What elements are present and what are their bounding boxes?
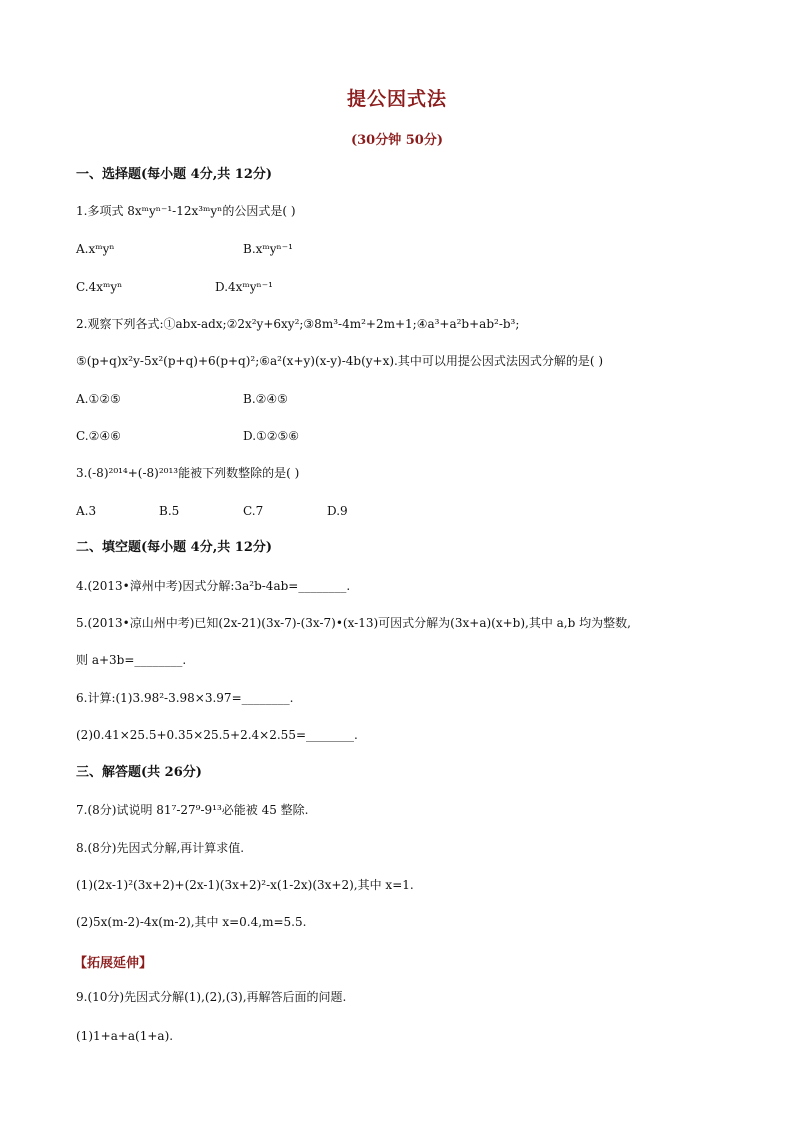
question-9: 9.(10分)先因式分解(1),(2),(3),再解答后面的问题. — [76, 990, 347, 1004]
question-8-part-1: (1)(2x-1)²(3x+2)+(2x-1)(3x+2)²-x(1-2x)(3x+2),其中 x=1. — [76, 878, 414, 892]
question-6: 6.计算:(1)3.98²-3.98×3.97=________. — [76, 691, 294, 705]
q2-option-a: A.①②⑤ — [76, 392, 121, 406]
q3-option-d: D.9 — [327, 504, 348, 518]
q1-option-b: B.xᵐyⁿ⁻¹ — [243, 242, 293, 256]
q3-option-c: C.7 — [243, 504, 264, 518]
q3-option-a: A.3 — [76, 504, 97, 518]
question-8: 8.(8分)先因式分解,再计算求值. — [76, 841, 245, 855]
question-5-cont: 则 a+3b=________. — [76, 653, 187, 667]
section-heading-choice: 一、选择题(每小题 4分,共 12分) — [76, 167, 273, 182]
question-2-cont: ⑤(p+q)x²y-5x²(p+q)+6(p+q)²;⑥a²(x+y)(x-y)-4b(y+x).其中可以用提公因式法因式分解的是( ) — [76, 354, 604, 368]
question-3: 3.(-8)²⁰¹⁴+(-8)²⁰¹³能被下列数整除的是( ) — [76, 466, 300, 480]
question-5: 5.(2013•凉山州中考)已知(2x-21)(3x-7)-(3x-7)•(x-13)可因式分解为(3x+a)(x+b),其中 a,b 均为整数, — [76, 616, 631, 630]
question-9-part-1: (1)1+a+a(1+a). — [76, 1029, 174, 1043]
q2-option-d: D.①②⑤⑥ — [243, 429, 300, 443]
q2-option-c: C.②④⑥ — [76, 429, 121, 443]
page-subtitle: (30分钟 50分) — [350, 133, 443, 148]
question-1: 1.多项式 8xᵐyⁿ⁻¹-12x³ᵐyⁿ的公因式是( ) — [76, 204, 296, 218]
question-6-part-2: (2)0.41×25.5+0.35×25.5+2.4×2.55=________. — [76, 728, 358, 742]
q1-option-a: A.xᵐyⁿ — [76, 242, 115, 256]
q3-option-b: B.5 — [159, 504, 180, 518]
q2-option-b: B.②④⑤ — [243, 392, 288, 406]
section-heading-fill: 二、填空题(每小题 4分,共 12分) — [76, 540, 273, 555]
q1-option-d: D.4xᵐyⁿ⁻¹ — [215, 280, 273, 294]
extension-heading: 【拓展延伸】 — [74, 956, 153, 971]
question-8-part-2: (2)5x(m-2)-4x(m-2),其中 x=0.4,m=5.5. — [76, 915, 307, 929]
page-title: 提公因式法 — [346, 88, 447, 110]
section-heading-answer: 三、解答题(共 26分) — [76, 765, 202, 780]
question-7: 7.(8分)试说明 81⁷-27⁹-9¹³必能被 45 整除. — [76, 803, 309, 817]
q1-option-c: C.4xᵐyⁿ — [76, 280, 123, 294]
question-4: 4.(2013•漳州中考)因式分解:3a²b-4ab=________. — [76, 579, 351, 593]
question-2: 2.观察下列各式:①abx-adx;②2x²y+6xy²;③8m³-4m²+2m+1;④a³+a²b+ab²-b³; — [76, 317, 520, 331]
